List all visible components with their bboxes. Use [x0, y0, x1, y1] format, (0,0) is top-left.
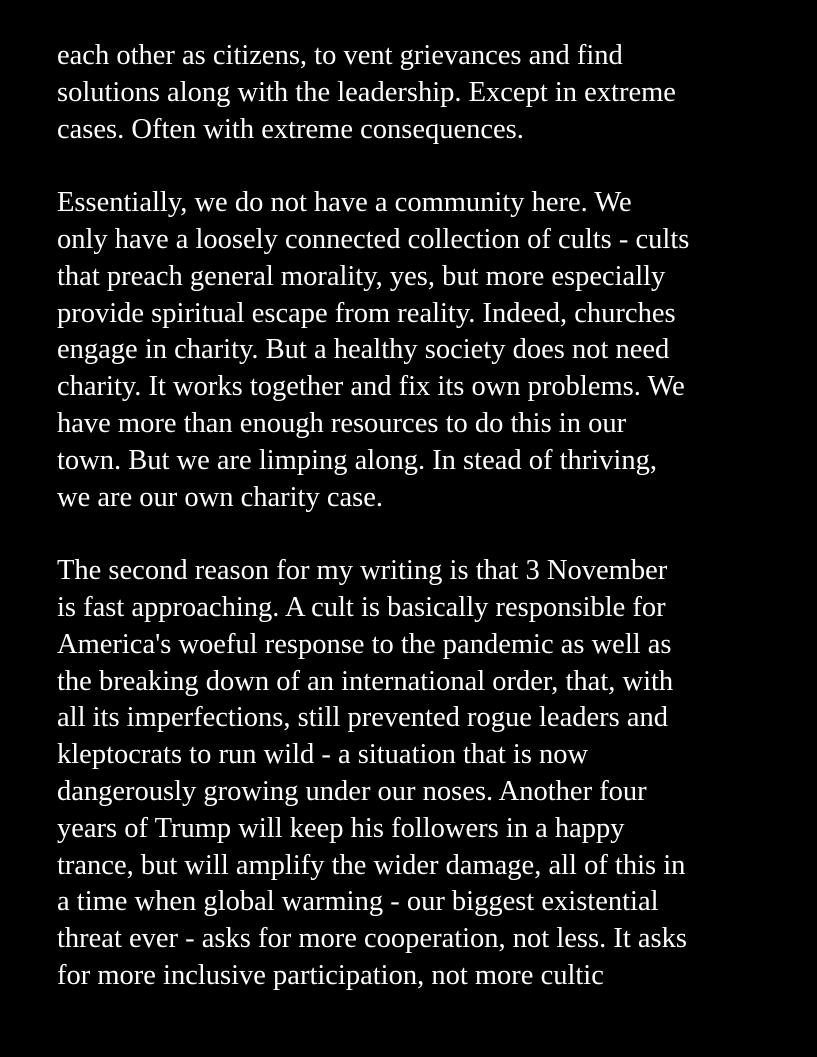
text-line: kleptocrats to run wild - a situation that is now [57, 739, 589, 771]
text-line: for more inclusive participation, not more cultic [57, 959, 604, 991]
text-line: only have a loosely connected collection of cults - cults [57, 223, 690, 255]
paragraph-gap [57, 148, 797, 185]
text-line: the breaking down of an international order, that, with [57, 665, 674, 697]
paragraph-2 [57, 185, 797, 516]
text-line: charity. It works together and fix its own problems. We [57, 371, 685, 403]
text-line: dangerously growing under our noses. Another four [57, 775, 647, 807]
text-line: engage in charity. But a healthy society does not need [57, 334, 670, 366]
text-line: a time when global warming - our biggest existential [57, 886, 659, 918]
paragraph-1 [57, 38, 797, 148]
text-line: solutions along with the leadership. Except in extreme [57, 76, 676, 108]
text-line: town. But we are limping along. In stead of thriving, [57, 444, 657, 476]
text-line: years of Trump will keep his followers in a happy [57, 812, 625, 844]
text-line: each other as citizens, to vent grievances and find [57, 40, 623, 71]
text-line: The second reason for my writing is that 3 November [57, 555, 668, 587]
text-line: threat ever - asks for more cooperation, not less. It asks [57, 923, 687, 955]
document-text [57, 38, 797, 995]
text-line: provide spiritual escape from reality. Indeed, churches [57, 297, 676, 329]
text-line: that preach general morality, yes, but more especially [57, 260, 666, 292]
text-line: all its imperfections, still prevented rogue leaders and [57, 702, 668, 734]
text-line: we are our own charity case. [57, 481, 384, 513]
text-line: America's woeful response to the pandemic as well as [57, 628, 672, 660]
text-line: trance, but will amplify the wider damage, all of this in [57, 849, 686, 881]
text-line: is fast approaching. A cult is basically responsible for [57, 591, 666, 623]
paragraph-3 [57, 553, 797, 995]
text-line: have more than enough resources to do this in our [57, 407, 627, 439]
text-line: Essentially, we do not have a community here. We [57, 187, 632, 219]
text-line: cases. Often with extreme consequences. [57, 113, 524, 145]
paragraph-gap [57, 516, 797, 553]
